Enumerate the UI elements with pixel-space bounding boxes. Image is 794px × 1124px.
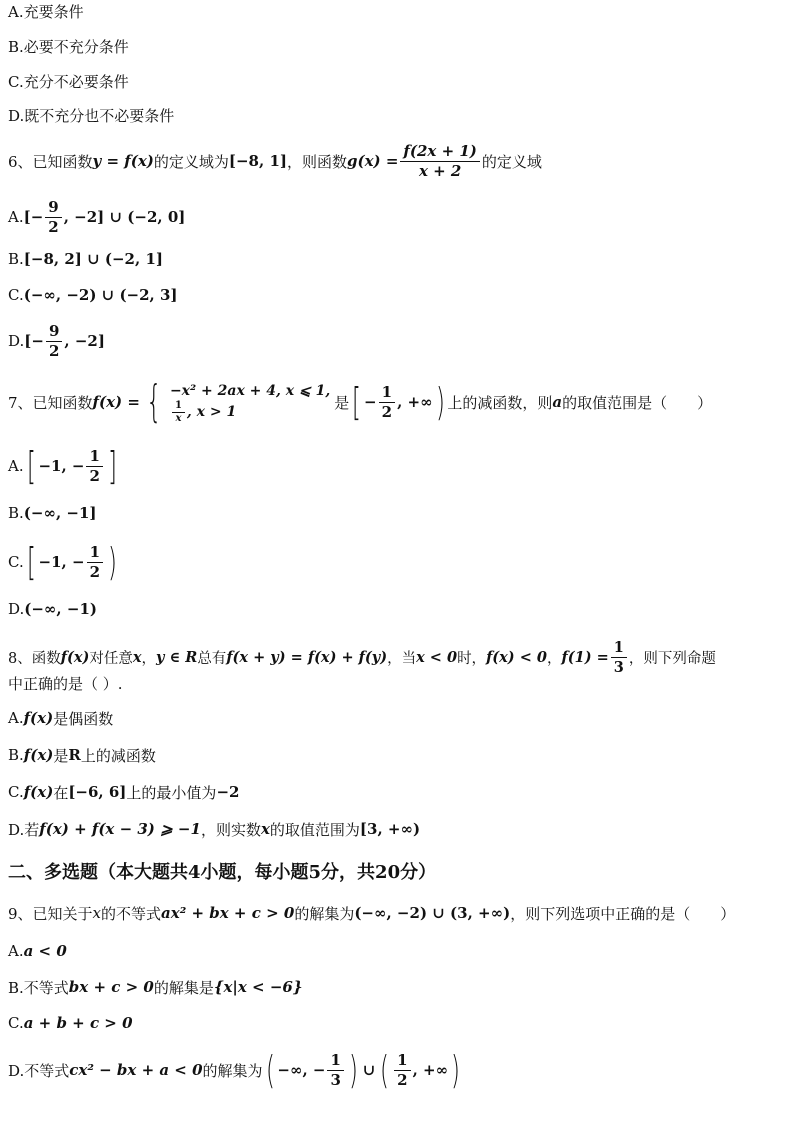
q9-option-d [8, 1048, 786, 1092]
case-2 [170, 401, 330, 424]
bracket: ( [380, 1048, 390, 1092]
text: 的解集为 [294, 904, 355, 923]
math: f(x + y) = f(x) + f(y) [226, 648, 388, 666]
text: 中正确的是（ ）. [8, 674, 123, 693]
option-text: D.既不充分也不必要条件 [8, 106, 175, 125]
numerator: 1 [611, 639, 627, 658]
fraction [86, 448, 102, 485]
bracket: [ [352, 380, 362, 424]
denominator: 2 [381, 402, 393, 421]
text: 的定义域为 [153, 152, 229, 171]
math: f(x) [60, 648, 90, 666]
math: a + b + c > 0 [23, 1014, 133, 1032]
math: −∞, − [277, 1061, 326, 1079]
q6-option-b [8, 248, 786, 270]
option-text: A.充要条件 [8, 2, 84, 21]
math: (−∞, −1) [24, 600, 97, 618]
denominator: x + 2 [418, 161, 462, 180]
math: x [132, 648, 142, 666]
denominator: 2 [89, 466, 100, 485]
q7-option-c [8, 540, 786, 584]
text: A. [8, 709, 24, 727]
text: 9、已知关于 [8, 904, 93, 923]
fraction [172, 401, 185, 424]
math: (−∞, −2) ∪ (3, +∞) [354, 904, 511, 922]
math: cx² − bx + a < 0 [69, 1061, 203, 1079]
fraction [611, 639, 627, 676]
numerator: 1 [379, 384, 395, 403]
text: 是 [53, 746, 69, 765]
fraction [87, 544, 103, 581]
bracket: ) [451, 1048, 460, 1092]
text: 的取值范围为 [269, 820, 360, 839]
math: f(x) [23, 746, 54, 764]
math: ∪ [362, 1061, 376, 1079]
fraction [379, 384, 395, 421]
text: D.若 [8, 820, 40, 839]
text: B.不等式 [8, 978, 69, 997]
bracket: [ [26, 444, 36, 488]
text: 的解集是 [153, 978, 214, 997]
q5-option-d [8, 104, 786, 126]
math: [−8, 2] ∪ (−2, 1] [23, 250, 163, 268]
math: x [260, 820, 270, 838]
numerator: 1 [394, 1052, 410, 1071]
math: −1, − [38, 553, 85, 571]
q6-stem [8, 140, 786, 182]
text: C. [8, 1014, 24, 1032]
math: [−6, 6] [68, 783, 127, 801]
math: a < 0 [23, 942, 67, 960]
numerator: 1 [86, 448, 102, 467]
math: [3, +∞) [359, 820, 421, 838]
q5-option-c [8, 70, 786, 92]
text: A. [8, 942, 24, 960]
math: f(x) [23, 783, 54, 801]
math: −1, − [38, 457, 85, 475]
case-1: −x² + 2ax + 4, x ⩽ 1, [169, 382, 331, 399]
bracket: ) [348, 1048, 358, 1092]
text: ，则下列选项中正确的是（ ） [510, 904, 736, 923]
text: 7、已知函数 [8, 393, 93, 412]
numerator: 1 [172, 401, 185, 413]
numerator: 1 [327, 1052, 343, 1071]
numerator: 9 [46, 323, 62, 342]
denominator: x [175, 412, 182, 424]
math: (−∞, −1] [23, 504, 97, 522]
text: ，则函数 [286, 152, 347, 171]
text: D.不等式 [8, 1061, 70, 1080]
text: 在 [53, 783, 69, 802]
fraction [327, 1052, 343, 1089]
text: B. [8, 504, 24, 522]
text: 的定义域 [481, 152, 542, 171]
math: , −2] [64, 332, 105, 350]
fraction [394, 1052, 410, 1089]
denominator: 2 [89, 562, 101, 581]
bracket: ] [107, 444, 117, 488]
q6-option-a [8, 196, 786, 238]
math: , +∞ [412, 1061, 449, 1079]
text: ， [141, 650, 156, 667]
fraction [400, 143, 479, 180]
q6-option-d [8, 320, 786, 362]
bracket: [ [26, 540, 36, 584]
text: A. [8, 457, 24, 475]
text: 是 [334, 393, 350, 412]
text: 时， [457, 650, 487, 667]
math: [− [23, 208, 44, 226]
fraction [46, 323, 62, 360]
text: C. [8, 783, 24, 801]
section-title: 二、多选题（本大题共4小题，每小题5分，共20分） [8, 862, 437, 883]
left-brace: { [146, 376, 162, 427]
text: 的解集为 [202, 1061, 263, 1080]
q9-option-a [8, 940, 786, 962]
text: D. [8, 332, 25, 350]
math: , −2] ∪ (−2, 0] [63, 208, 186, 226]
text: B. [8, 250, 24, 268]
text: 对任意 [89, 650, 133, 667]
math: [−8, 1] [228, 152, 287, 170]
text: 上的减函数 [80, 746, 156, 765]
denominator: 3 [613, 658, 624, 676]
text: 上的最小值为 [126, 783, 217, 802]
bracket: ) [107, 540, 117, 584]
q7-option-a [8, 444, 786, 488]
text: D. [8, 600, 25, 618]
math: ax² + bx + c > 0 [161, 904, 295, 922]
q9-stem [8, 902, 786, 924]
q8-option-d [8, 818, 786, 840]
text: B. [8, 746, 24, 764]
text: 总有 [197, 650, 227, 667]
math: x [92, 904, 102, 922]
text: 6、已知函数 [8, 152, 93, 171]
q8-option-c [8, 781, 786, 803]
math: y = f(x) [92, 152, 154, 170]
math: −2 [216, 783, 240, 801]
text: ，则下列命题 [628, 650, 716, 667]
option-text: C.充分不必要条件 [8, 72, 129, 91]
q8-option-a [8, 707, 786, 729]
math: (−∞, −2) ∪ (−2, 3] [23, 286, 178, 304]
denominator: 3 [330, 1070, 341, 1089]
math: a [552, 393, 563, 411]
math: f(x) < 0 [486, 648, 548, 666]
math: [− [24, 332, 44, 350]
q9-option-b [8, 976, 786, 998]
math: {x|x < −6} [213, 978, 303, 996]
text: ，当 [387, 650, 417, 667]
denominator: 2 [397, 1070, 408, 1089]
text: 的不等式 [101, 904, 162, 923]
bracket: ( [265, 1048, 275, 1092]
math: g(x) = [347, 152, 399, 170]
math: − [364, 393, 377, 411]
q7-option-b [8, 502, 786, 524]
text: 上的减函数，则 [447, 393, 553, 412]
q5-option-a [8, 0, 786, 22]
math: f(1) = [561, 648, 609, 666]
math: R [68, 746, 81, 764]
text: 8、函数 [8, 650, 61, 667]
math: f(x) + f(x − 3) ⩾ −1 [39, 820, 201, 838]
math: bx + c > 0 [68, 978, 154, 996]
text: 的取值范围是（ ） [562, 393, 713, 412]
math: f(x) = [92, 393, 140, 411]
numerator: 9 [45, 199, 61, 218]
text: 是偶函数 [53, 709, 114, 728]
numerator: 1 [87, 544, 103, 563]
text: ，则实数 [200, 820, 261, 839]
bracket: ) [435, 380, 445, 424]
math: , x > 1 [186, 404, 237, 420]
q9-option-c [8, 1012, 786, 1034]
q8-option-b [8, 744, 786, 766]
text: C. [8, 553, 24, 571]
section-heading [8, 858, 786, 884]
text: ， [547, 650, 562, 667]
q8-stem-line2 [8, 672, 786, 694]
text: A. [8, 208, 24, 226]
fraction [45, 199, 61, 236]
math: y ∈ R [156, 648, 198, 666]
numerator: f(2x + 1) [400, 143, 479, 162]
q5-option-b [8, 35, 786, 57]
denominator: 2 [48, 341, 60, 360]
math: x < 0 [416, 648, 458, 666]
q6-option-c [8, 284, 786, 306]
q7-option-d [8, 598, 786, 620]
math: f(x) [23, 709, 54, 727]
piecewise-cases [170, 381, 330, 424]
text: C. [8, 286, 24, 304]
option-text: B.必要不充分条件 [8, 37, 129, 56]
q7-stem [8, 378, 786, 426]
math: , +∞ [397, 393, 433, 411]
denominator: 2 [48, 217, 59, 236]
